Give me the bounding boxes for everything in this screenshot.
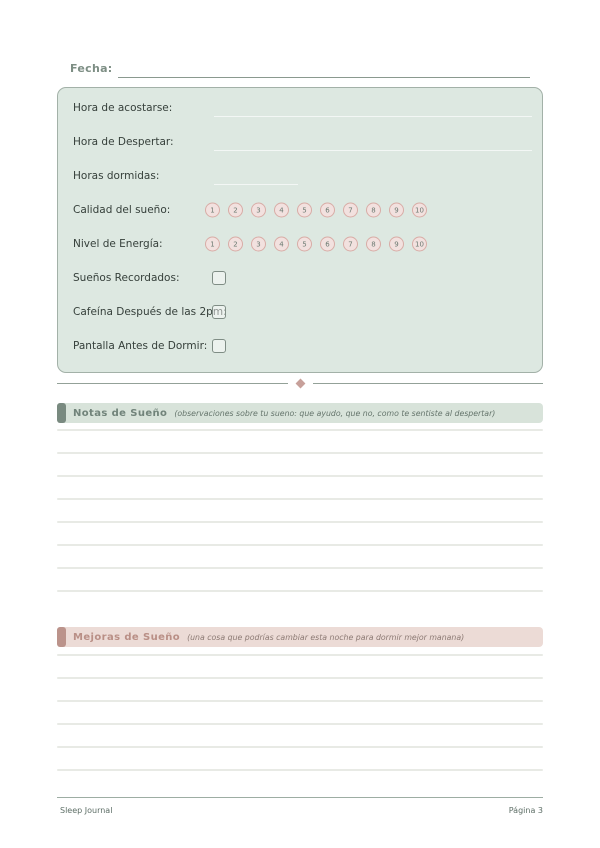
rating-circle[interactable]: 4 xyxy=(274,203,289,218)
hours-slept-row xyxy=(58,159,542,193)
accent-bar xyxy=(57,403,66,423)
sleep-quality-label: Calidad del sueño: xyxy=(73,204,171,216)
accent-bar xyxy=(57,627,66,647)
energy-level-label: Nivel de Energía: xyxy=(73,238,163,250)
ruled-line xyxy=(57,590,543,592)
wake-time-input-line[interactable] xyxy=(214,150,532,151)
energy-level-rating xyxy=(205,237,427,252)
sleep-quality-row xyxy=(58,193,542,227)
ruled-line xyxy=(57,567,543,569)
ruled-line xyxy=(57,700,543,702)
rating-circle[interactable]: 9 xyxy=(389,203,404,218)
footer-journal-title: Sleep Journal xyxy=(60,806,113,815)
ruled-line xyxy=(57,544,543,546)
divider-line-left xyxy=(57,383,288,384)
notes-writing-area[interactable] xyxy=(57,429,543,613)
rating-circle[interactable]: 10 xyxy=(412,203,427,218)
diamond-icon xyxy=(295,378,305,388)
hours-slept-input-line[interactable] xyxy=(214,184,298,185)
footer-divider xyxy=(57,797,543,798)
rating-circle[interactable]: 1 xyxy=(205,237,220,252)
bedtime-label: Hora de acostarse: xyxy=(73,102,173,114)
hours-slept-label: Horas dormidas: xyxy=(73,170,160,182)
screen-before-sleep-checkbox[interactable] xyxy=(212,339,226,353)
rating-circle[interactable]: 3 xyxy=(251,203,266,218)
footer-page-number: Página 3 xyxy=(508,806,543,815)
date-label: Fecha: xyxy=(70,62,113,75)
wake-time-row xyxy=(58,125,542,159)
improvements-section-title: Mejoras de Sueño xyxy=(73,631,181,643)
ruled-line xyxy=(57,769,543,771)
ruled-line xyxy=(57,654,543,656)
improvements-section-subtitle: (una cosa que podrías cambiar esta noche para dormir mejor manana) xyxy=(187,632,465,642)
ruled-line xyxy=(57,746,543,748)
rating-circle[interactable]: 7 xyxy=(343,203,358,218)
rating-circle[interactable]: 2 xyxy=(228,237,243,252)
sleep-quality-rating xyxy=(205,203,427,218)
sleep-log-card xyxy=(57,87,543,373)
rating-circle[interactable]: 5 xyxy=(297,203,312,218)
ruled-line xyxy=(57,452,543,454)
notes-section-subtitle: (observaciones sobre tu sueno: que ayudo, que no, como te sentiste al despertar) xyxy=(174,408,496,418)
ruled-line xyxy=(57,498,543,500)
bedtime-row xyxy=(58,91,542,125)
rating-circle[interactable]: 7 xyxy=(343,237,358,252)
screen-time-row xyxy=(58,329,542,363)
ruled-line xyxy=(57,723,543,725)
notes-section-header xyxy=(57,403,543,423)
screen-time-label: Pantalla Antes de Dormir: xyxy=(73,340,208,352)
improvements-section-header xyxy=(57,627,543,647)
divider-line-right xyxy=(313,383,544,384)
ruled-line xyxy=(57,521,543,523)
rating-circle[interactable]: 6 xyxy=(320,237,335,252)
improvements-writing-area[interactable] xyxy=(57,654,543,792)
rating-circle[interactable]: 1 xyxy=(205,203,220,218)
caffeine-after-2pm-checkbox[interactable] xyxy=(212,305,226,319)
bedtime-input-line[interactable] xyxy=(214,116,532,117)
rating-circle[interactable]: 10 xyxy=(412,237,427,252)
rating-circle[interactable]: 8 xyxy=(366,203,381,218)
rating-circle[interactable]: 3 xyxy=(251,237,266,252)
caffeine-label: Cafeína Después de las 2pm: xyxy=(73,306,227,318)
dreams-recalled-label: Sueños Recordados: xyxy=(73,272,180,284)
rating-circle[interactable]: 9 xyxy=(389,237,404,252)
ruled-line xyxy=(57,677,543,679)
caffeine-row xyxy=(58,295,542,329)
wake-time-label: Hora de Despertar: xyxy=(73,136,174,148)
notes-section-title: Notas de Sueño xyxy=(73,407,168,419)
rating-circle[interactable]: 8 xyxy=(366,237,381,252)
ruled-line xyxy=(57,475,543,477)
dreams-recalled-row xyxy=(58,261,542,295)
energy-level-row xyxy=(58,227,542,261)
ruled-line xyxy=(57,429,543,431)
rating-circle[interactable]: 6 xyxy=(320,203,335,218)
rating-circle[interactable]: 5 xyxy=(297,237,312,252)
dreams-recalled-checkbox[interactable] xyxy=(212,271,226,285)
section-divider xyxy=(57,379,543,387)
date-input-line[interactable] xyxy=(118,77,530,78)
rating-circle[interactable]: 2 xyxy=(228,203,243,218)
rating-circle[interactable]: 4 xyxy=(274,237,289,252)
